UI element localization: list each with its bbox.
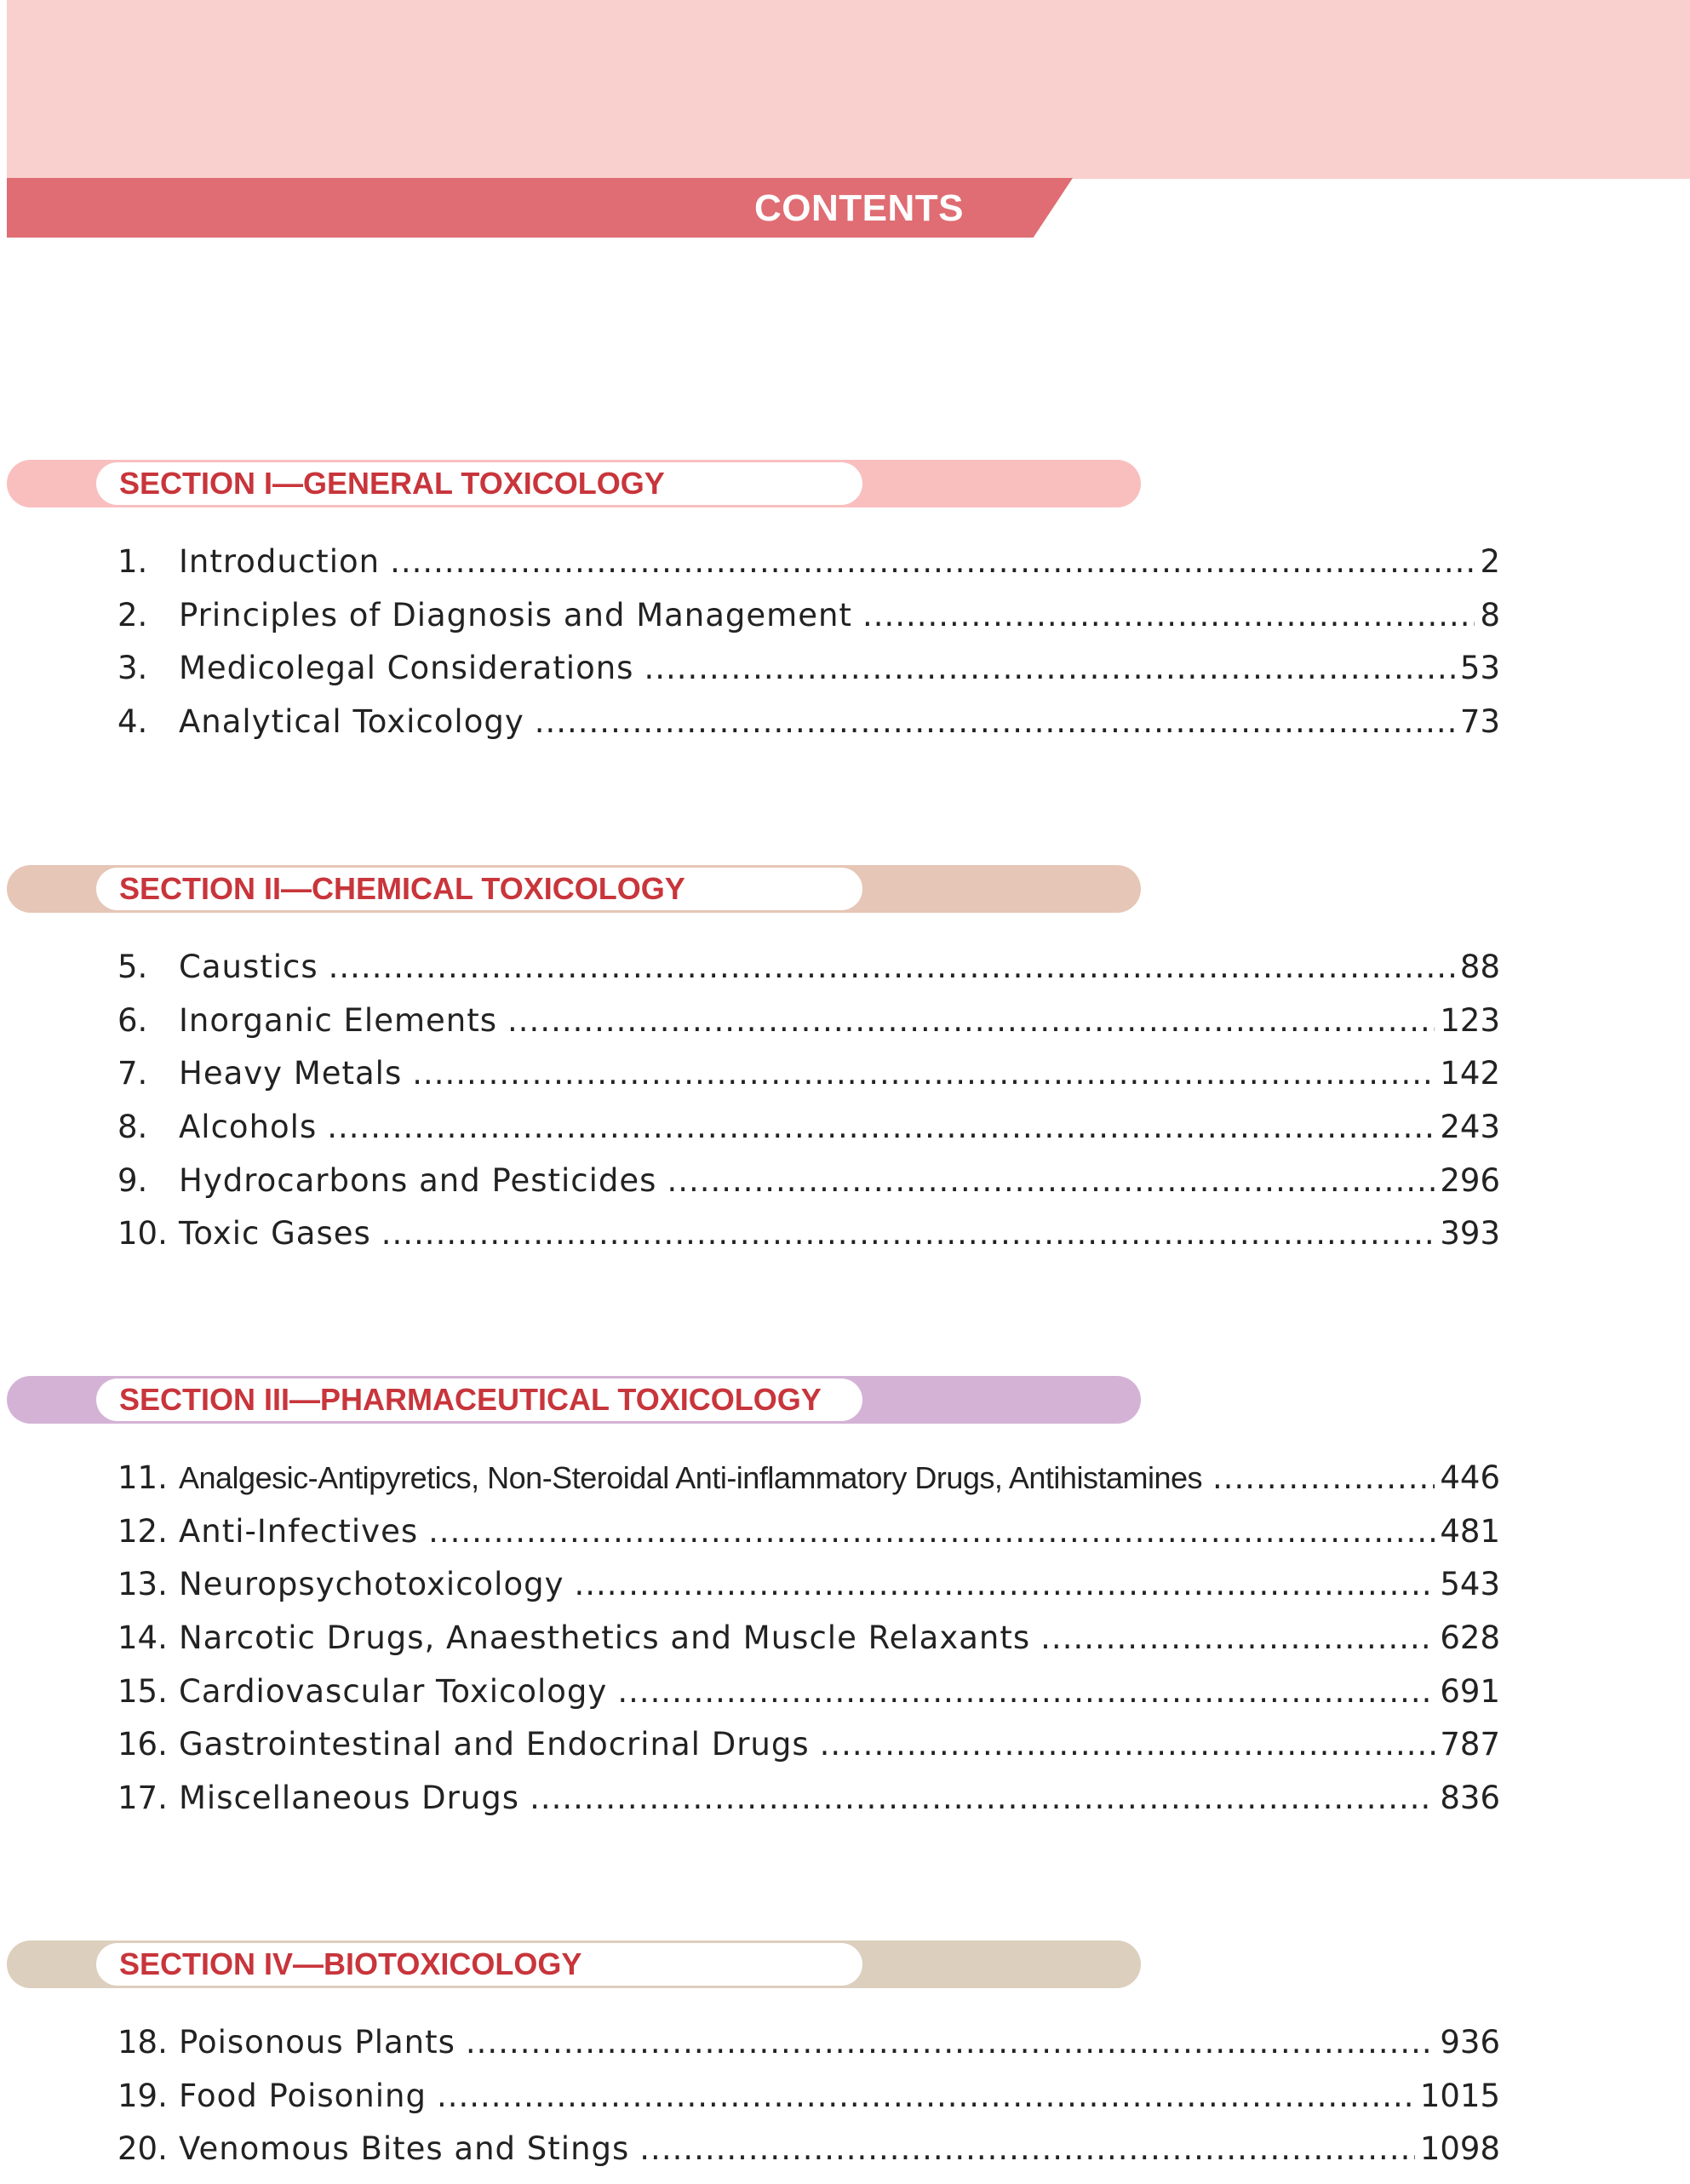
toc-dot-leader [329, 949, 1455, 985]
toc-entry[interactable] [117, 1002, 1500, 1056]
toc-entry-title: Analytical Toxicology [179, 703, 524, 741]
toc-entry[interactable] [117, 703, 1500, 757]
toc-dot-leader [820, 1726, 1435, 1763]
toc-entry-page: 691 [1440, 1672, 1500, 1710]
toc-entry-page: 393 [1440, 1215, 1500, 1253]
toc-entry[interactable] [117, 1459, 1500, 1513]
toc-entry-title: Introduction [179, 543, 381, 580]
toc-entry-page: 787 [1440, 1726, 1500, 1763]
toc-entry-page: 836 [1440, 1780, 1500, 1817]
toc-entry[interactable] [117, 2130, 1500, 2184]
toc-entry-number: 10. [117, 1215, 168, 1253]
toc-entry-page: 1098 [1419, 2130, 1500, 2168]
toc-dot-leader [390, 543, 1475, 580]
toc-entry-number: 18. [117, 2024, 168, 2061]
toc-entry-title: Anti-Infectives [179, 1512, 419, 1550]
toc-entry-page: 446 [1440, 1459, 1500, 1496]
toc-entry[interactable] [117, 2078, 1500, 2131]
toc-entry-number: 16. [117, 1726, 168, 1763]
toc-entry-title: Alcohols [179, 1109, 318, 1146]
toc-entry-page: 481 [1440, 1512, 1500, 1550]
toc-entry-page: 142 [1440, 1055, 1500, 1092]
toc-entry-page: 53 [1459, 650, 1500, 687]
toc-entry-page: 73 [1459, 703, 1500, 741]
toc-entry-number: 9. [117, 1161, 148, 1199]
toc-entry-number: 15. [117, 1672, 168, 1710]
toc-dot-leader [1212, 1459, 1435, 1496]
toc-dot-leader [667, 1162, 1435, 1199]
toc-entry-page: 123 [1440, 1001, 1500, 1039]
toc-entry-title: Venomous Bites and Stings [179, 2130, 630, 2168]
toc-entry-number: 2. [117, 596, 148, 633]
section-title: SECTION I—GENERAL TOXICOLOGY [119, 466, 665, 501]
section-title: SECTION IV—BIOTOXICOLOGY [119, 1946, 582, 1981]
toc-entry[interactable] [117, 1619, 1500, 1673]
toc-entry-page: 243 [1440, 1109, 1500, 1146]
toc-entry-page: 8 [1480, 596, 1500, 633]
toc-entry-number: 12. [117, 1512, 168, 1550]
toc-entry[interactable] [117, 1673, 1500, 1727]
toc-entry[interactable] [117, 543, 1500, 597]
toc-entry-number: 8. [117, 1109, 148, 1146]
toc-list [117, 949, 1500, 1269]
toc-entry-number: 7. [117, 1055, 148, 1092]
toc-entry-title: Medicolegal Considerations [179, 650, 634, 687]
toc-dot-leader [574, 1566, 1435, 1602]
toc-dot-leader [644, 650, 1454, 686]
toc-entry-number: 1. [117, 543, 148, 580]
toc-dot-leader [507, 1002, 1435, 1039]
toc-entry-title: Neuropsychotoxicology [179, 1566, 564, 1603]
toc-entry-number: 14. [117, 1619, 168, 1657]
toc-dot-leader [530, 1780, 1435, 1816]
page-title: CONTENTS [754, 187, 964, 229]
toc-entry-number: 3. [117, 650, 148, 687]
toc-entry-title: Inorganic Elements [179, 1001, 498, 1039]
toc-dot-leader [428, 1513, 1435, 1550]
toc-entry[interactable] [117, 2024, 1500, 2078]
toc-entry-title: Heavy Metals [179, 1055, 403, 1092]
toc-dot-leader [535, 703, 1455, 740]
toc-entry[interactable] [117, 597, 1500, 651]
toc-entry-page: 543 [1440, 1566, 1500, 1603]
toc-entry-title: Narcotic Drugs, Anaesthetics and Muscle Relaxants [179, 1619, 1031, 1657]
toc-entry[interactable] [117, 1162, 1500, 1216]
toc-dot-leader [617, 1673, 1435, 1710]
toc-dot-leader [1040, 1619, 1435, 1656]
toc-entry-page: 1015 [1419, 2077, 1500, 2114]
toc-dot-leader [437, 2078, 1415, 2114]
toc-entry-number: 13. [117, 1566, 168, 1603]
toc-entry[interactable] [117, 949, 1500, 1002]
toc-entry-number: 20. [117, 2130, 168, 2168]
section-title: SECTION III—PHARMACEUTICAL TOXICOLOGY [119, 1382, 822, 1417]
section-title: SECTION II—CHEMICAL TOXICOLOGY [119, 871, 685, 906]
toc-dot-leader [381, 1215, 1435, 1252]
toc-entry-page: 936 [1440, 2024, 1500, 2061]
toc-dot-leader [466, 2024, 1435, 2061]
toc-entry-number: 11. [117, 1459, 168, 1496]
toc-dot-leader [639, 2130, 1415, 2167]
toc-dot-leader [412, 1055, 1435, 1092]
toc-entry-title: Analgesic-Antipyretics, Non-Steroidal Anti-inflammatory Drugs, Antihistamines [179, 1460, 1203, 1495]
toc-entry[interactable] [117, 1726, 1500, 1780]
toc-entry-number: 5. [117, 949, 148, 985]
toc-dot-leader [327, 1109, 1435, 1145]
toc-list [117, 543, 1500, 757]
toc-list [117, 1459, 1500, 1833]
toc-entry-title: Miscellaneous Drugs [179, 1780, 520, 1817]
toc-entry[interactable] [117, 1215, 1500, 1269]
toc-entry-title: Food Poisoning [179, 2077, 427, 2114]
toc-entry-page: 2 [1480, 543, 1500, 580]
toc-entry-title: Gastrointestinal and Endocrinal Drugs [179, 1726, 810, 1763]
toc-entry-number: 4. [117, 703, 148, 741]
toc-entry-title: Caustics [179, 949, 318, 985]
toc-entry-page: 296 [1440, 1161, 1500, 1199]
toc-entry[interactable] [117, 1109, 1500, 1162]
toc-entry-number: 6. [117, 1001, 148, 1039]
toc-entry[interactable] [117, 1780, 1500, 1833]
toc-entry-number: 17. [117, 1780, 168, 1817]
toc-entry[interactable] [117, 1566, 1500, 1619]
toc-entry[interactable] [117, 1513, 1500, 1567]
toc-dot-leader [862, 597, 1475, 633]
toc-entry-page: 88 [1459, 949, 1500, 985]
toc-entry-title: Principles of Diagnosis and Management [179, 596, 852, 633]
toc-entry-title: Toxic Gases [179, 1215, 371, 1253]
toc-entry-title: Poisonous Plants [179, 2024, 455, 2061]
toc-entry[interactable] [117, 1055, 1500, 1109]
toc-entry-number: 19. [117, 2077, 168, 2114]
toc-list [117, 2024, 1500, 2184]
toc-entry[interactable] [117, 650, 1500, 703]
toc-entry-title: Cardiovascular Toxicology [179, 1672, 608, 1710]
toc-entry-title: Hydrocarbons and Pesticides [179, 1161, 657, 1199]
header-band [7, 0, 1690, 179]
toc-entry-page: 628 [1440, 1619, 1500, 1657]
